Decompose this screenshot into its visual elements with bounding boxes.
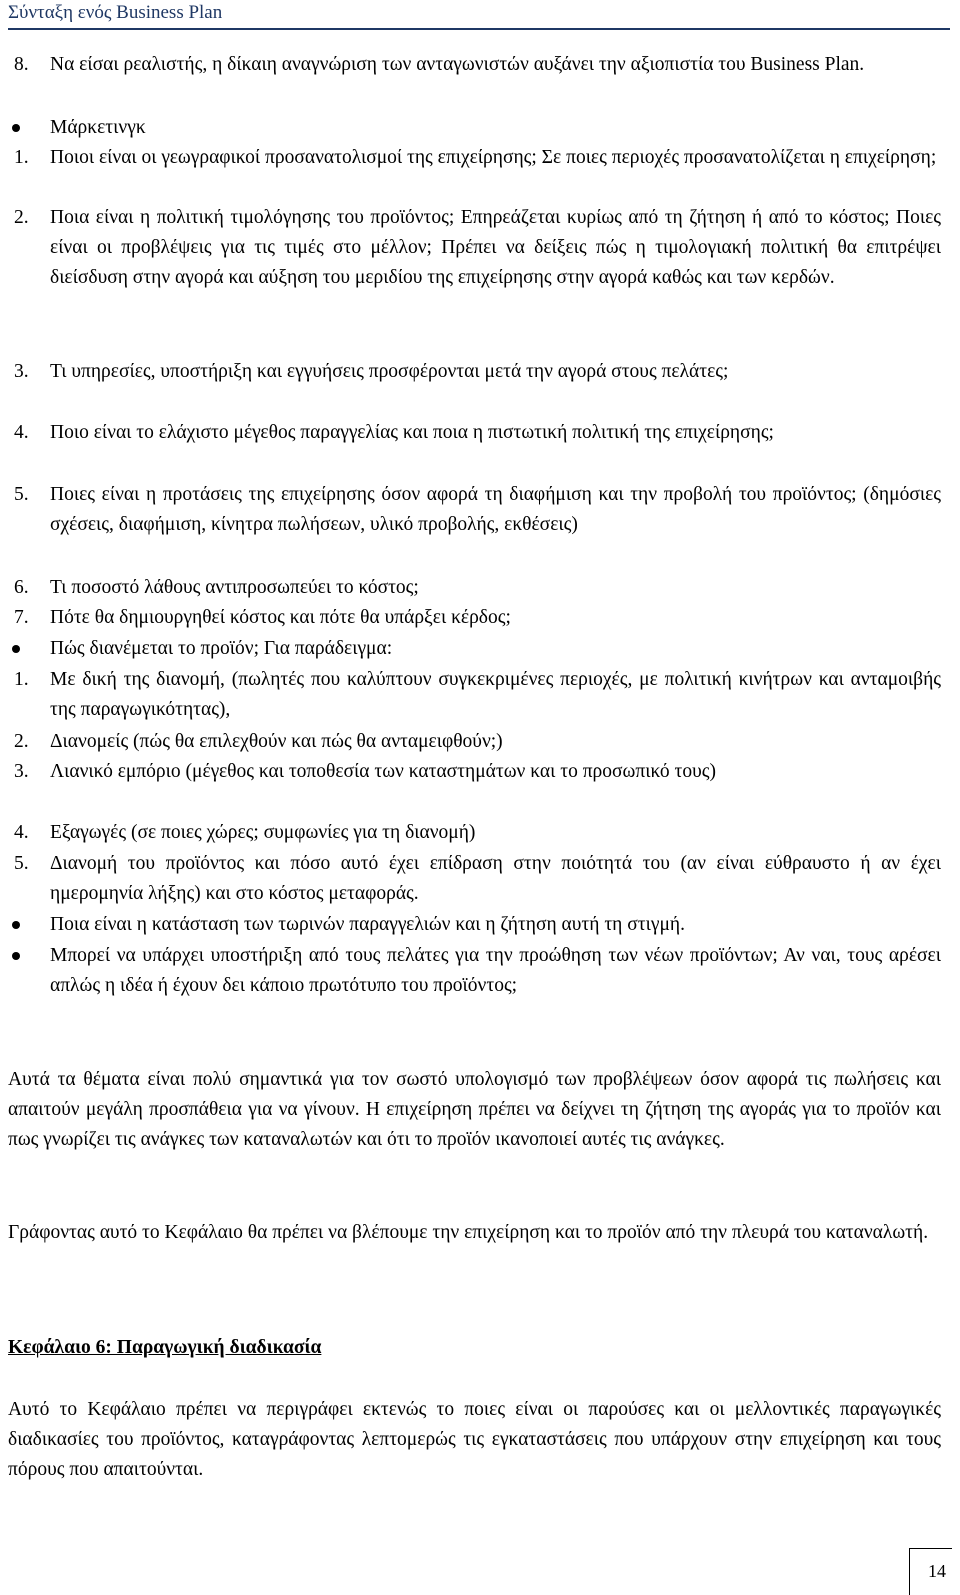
list-number: 5. xyxy=(14,853,29,874)
list-item xyxy=(14,603,941,633)
list-item-text: Εξαγωγές (σε ποιες χώρες; συμφωνίες για τη διανομή) xyxy=(50,822,476,843)
list-item-text: Να είσαι ρεαλιστής, η δίκαιη αναγνώριση των ανταγωνιστών αυξάνει την αξιοπιστία του Business Plan. xyxy=(50,54,865,75)
list-number: 8. xyxy=(14,54,29,75)
list-item xyxy=(50,113,941,143)
list-item xyxy=(14,203,941,293)
list-number: 2. xyxy=(14,731,29,752)
list-number: 1. xyxy=(14,669,29,690)
list-number: 5. xyxy=(14,484,29,505)
page-footer xyxy=(8,1548,952,1594)
list-item xyxy=(50,634,941,664)
list-item-text: Μπορεί να υπάρχει υποστήριξη από τους πελάτες για την προώθηση των νέων προϊόντων; Αν ναι, τους αρέσει απλώς η ιδέα ή έχουν δει κάποιο πρωτότυπο του προϊόντος; xyxy=(50,945,941,996)
list-item-text: Διανομείς (πώς θα επιλεχθούν και πώς θα ανταμειφθούν;) xyxy=(50,731,503,752)
list-item-text: Ποιες είναι η προτάσεις της επιχείρησης όσον αφορά τη διαφήμιση και την προβολή του προϊόντος; (δημόσιες σχέσεις, διαφήμιση, κίνητρα πωλήσεων, υλικό προβολής, εκθέσεις) xyxy=(50,484,941,535)
list-item xyxy=(14,357,941,387)
page-number-box xyxy=(909,1548,952,1595)
list-item xyxy=(14,665,941,725)
list-item-text: Πότε θα δημιουργηθεί κόστος και πότε θα υπάρξει κέρδος; xyxy=(50,607,511,628)
paragraph: Γράφοντας αυτό το Κεφάλαιο θα πρέπει να βλέπουμε την επιχείρηση και το προϊόν από την πλευρά του καταναλωτή. xyxy=(8,1222,929,1243)
list-number: 1. xyxy=(14,147,29,168)
list-item-text: Τι υπηρεσίες, υποστήριξη και εγγυήσεις προσφέρονται μετά την αγορά στους πελάτες; xyxy=(50,361,729,382)
list-item-text: Με δική της διανομή, (πωλητές που καλύπτουν συγκεκριμένες περιοχές, με πολιτική κινήτρων και ανταμοιβής της παραγωγικότητας), xyxy=(50,669,941,720)
list-item xyxy=(14,143,941,173)
chapter-paragraph: Αυτό το Κεφάλαιο πρέπει να περιγράφει εκτενώς το ποιες είναι οι παρούσες και οι μελλοντικές παραγωγικές διαδικασίες του προϊόντος, καταγράφοντας λεπτομερώς τις εγκαταστάσεις που υπάρχουν στην επιχείρηση και τους πόρους που απαιτούνται. xyxy=(8,1399,941,1480)
list-number: 4. xyxy=(14,422,29,443)
paragraph: Αυτά τα θέματα είναι πολύ σημαντικά για τον σωστό υπολογισμό των προβλέψεων όσον αφορά τις πωλήσεις και απαιτούν μεγάλη προσπάθεια για να γίνουν. Η επιχείρηση πρέπει να δείχνει τη ζήτηση της αγοράς για το προϊόν και πως γνωρίζει τις ανάγκες των καταναλωτών και ότι το προϊόν ικανοποιεί αυτές τις ανάγκες. xyxy=(8,1069,941,1150)
header-title: Σύνταξη ενός Business Plan xyxy=(8,2,223,23)
list-item xyxy=(14,849,941,909)
list-number: 7. xyxy=(14,607,29,628)
page-number: 14 xyxy=(928,1561,946,1581)
list-item xyxy=(50,910,941,940)
list-item xyxy=(14,418,941,448)
list-item-text: Ποια είναι η πολιτική τιμολόγησης του προϊόντος; Επηρεάζεται κυρίως από τη ζήτηση ή από το κόστος; Ποιες είναι οι προβλέψεις για τις τιμές στο μέλλον; Πρέπει να δείξεις πώς η τιμολογιακή πολιτική θα επιτρέψει διείσδυση στην αγορά και αύξηση του μεριδίου της επιχείρησης στην αγορά καθώς και των κερδών. xyxy=(50,207,941,288)
list-number: 3. xyxy=(14,361,29,382)
list-item xyxy=(14,727,941,757)
list-item xyxy=(14,50,941,80)
list-number: 4. xyxy=(14,822,29,843)
list-item xyxy=(14,480,941,540)
list-number: 6. xyxy=(14,577,29,598)
list-item-text: Διανομή του προϊόντος και πόσο αυτό έχει επίδραση στην ποιότητά του (αν είναι εύθραυστο ή αν έχει ημερομηνία λήξης) και στο κόστος μεταφοράς. xyxy=(50,853,941,904)
list-number: 2. xyxy=(14,207,29,228)
list-item-text: Τι ποσοστό λάθους αντιπροσωπεύει το κόστος; xyxy=(50,577,419,598)
list-item-text: Ποιο είναι το ελάχιστο μέγεθος παραγγελίας και ποια η πιστωτική πολιτική της επιχείρησης; xyxy=(50,422,774,443)
list-item xyxy=(14,573,941,603)
list-item xyxy=(14,818,941,848)
list-item-text: Πώς διανέμεται το προϊόν; Για παράδειγμα: xyxy=(50,638,393,659)
page-header xyxy=(8,0,952,30)
list-item-text: Ποιοι είναι οι γεωγραφικοί προσανατολισμοί της επιχείρησης; Σε ποιες περιοχές προσανατολίζεται η επιχείρηση; xyxy=(50,147,937,168)
list-item-text: Ποια είναι η κατάσταση των τωρινών παραγγελιών και η ζήτηση αυτή τη στιγμή. xyxy=(50,914,685,935)
list-item-text: Λιανικό εμπόριο (μέγεθος και τοποθεσία των καταστημάτων και το προσωπικό τους) xyxy=(50,761,716,782)
list-number: 3. xyxy=(14,761,29,782)
list-item xyxy=(14,757,941,787)
header-rule xyxy=(8,28,950,30)
list-item xyxy=(50,941,941,1001)
list-item-text: Μάρκετινγκ xyxy=(50,117,146,138)
chapter-heading: Κεφάλαιο 6: Παραγωγική διαδικασία xyxy=(8,1337,322,1358)
